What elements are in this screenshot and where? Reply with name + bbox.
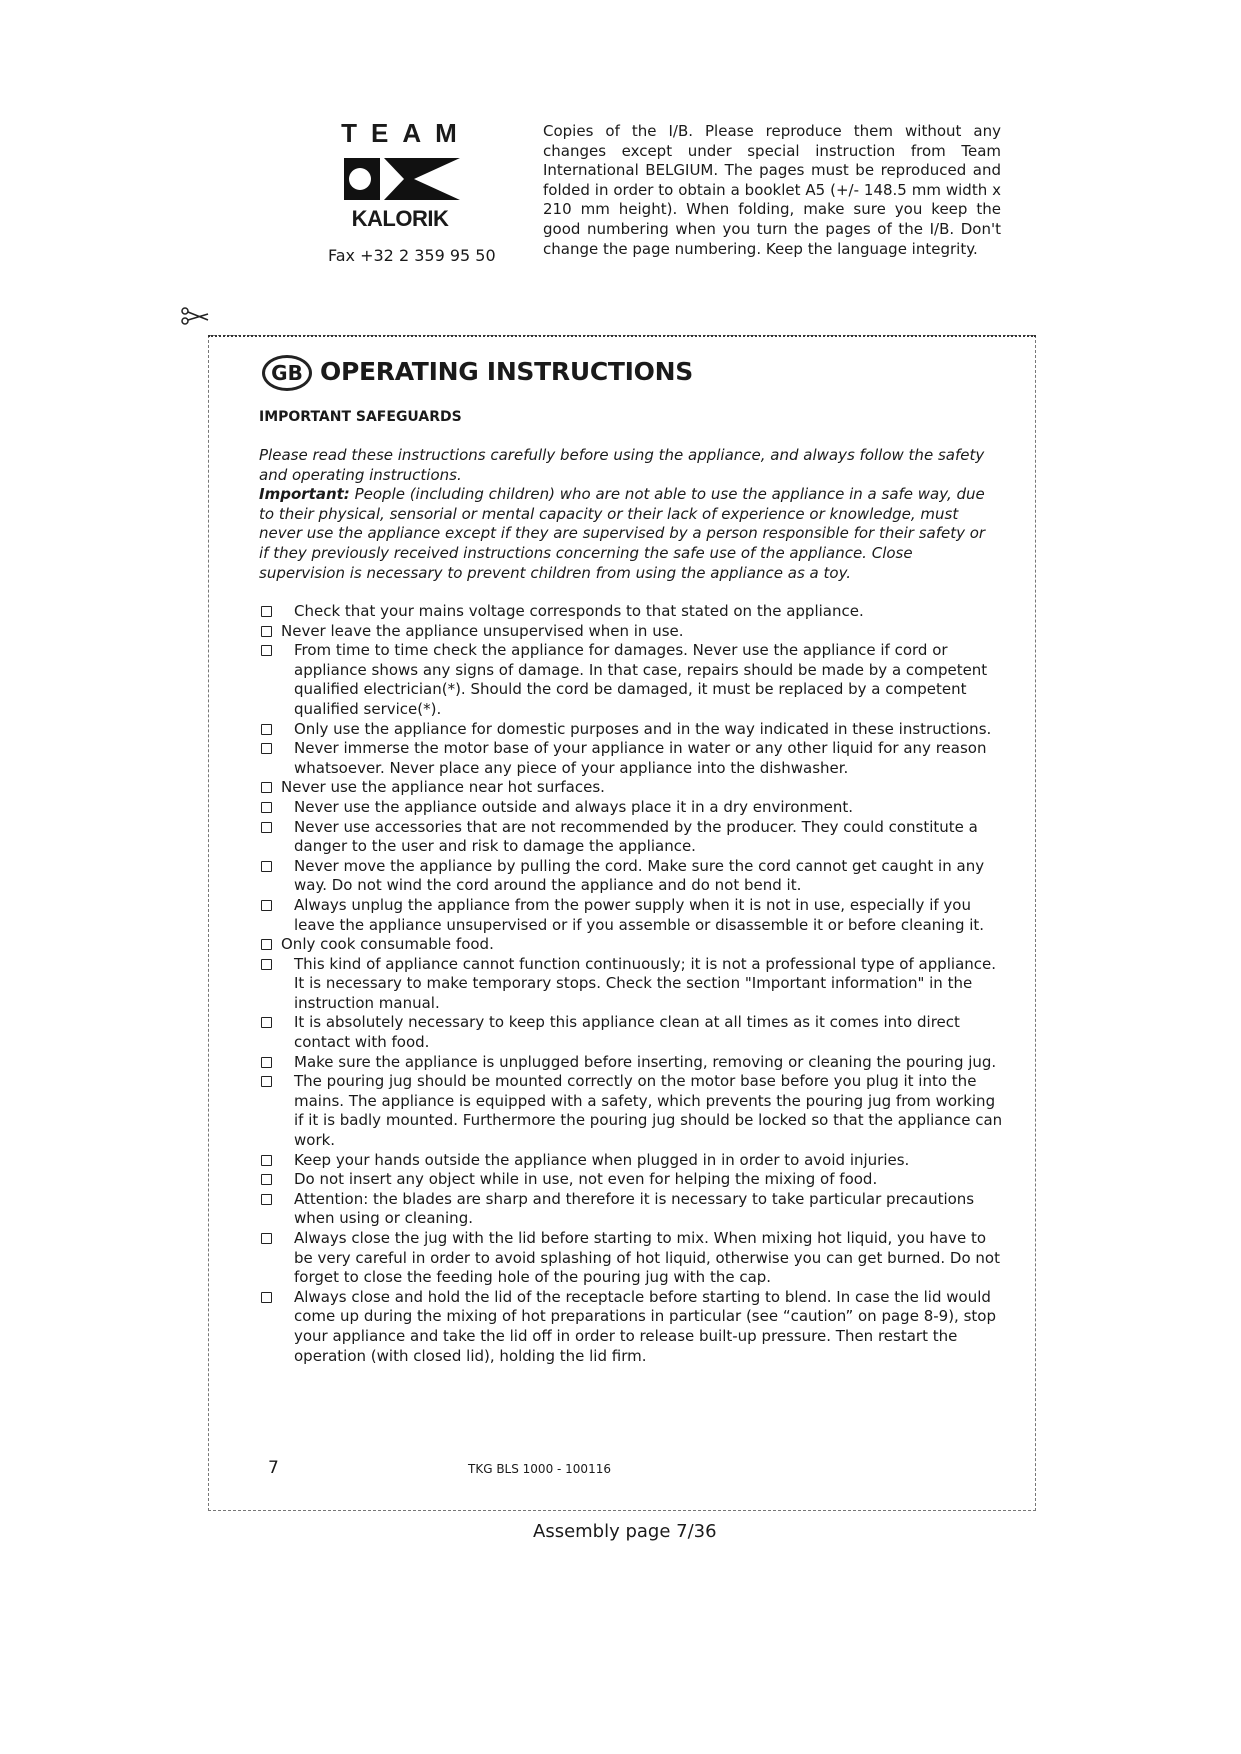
- checkbox-bullet-icon: [261, 900, 272, 911]
- list-item: Never move the appliance by pulling the cord. Make sure the cord cannot get caught in any way. Do not wind the cord around the appliance and do not bend it.: [259, 857, 1004, 896]
- checkbox-bullet-icon: [261, 782, 272, 793]
- document-code: TKG BLS 1000 - 100116: [468, 1462, 611, 1476]
- list-item: Never use the appliance near hot surfaces.: [259, 778, 1004, 798]
- list-item: It is absolutely necessary to keep this appliance clean at all times as it comes into direct contact with food.: [259, 1013, 1004, 1052]
- logo-brand-text: KALORIK: [351, 206, 449, 231]
- list-item: From time to time check the appliance for damages. Never use the appliance if cord or appliance shows any signs of damage. In that case, repairs should be made by a competent qualified electrician(*). Should the cord be damaged, it must be replaced by a competent qualified service(*).: [259, 641, 1004, 719]
- reproduction-note: Copies of the I/B. Please reproduce them without any changes except under special instruction from Team International BELGIUM. The pages must be reproduced and folded in order to obtain a booklet A5 (+/- 148.5 mm width x 210 mm height). When folding, make sure you keep the good numbering when you turn the pages of the I/B. Don't change the page numbering. Keep the language integrity.: [543, 122, 1001, 258]
- checkbox-bullet-icon: [261, 939, 272, 950]
- list-item: Make sure the appliance is unplugged before inserting, removing or cleaning the pouring jug.: [259, 1053, 1004, 1073]
- checkbox-bullet-icon: [261, 1233, 272, 1244]
- list-item: Attention: the blades are sharp and therefore it is necessary to take particular precautions when using or cleaning.: [259, 1190, 1004, 1229]
- checkbox-bullet-icon: [261, 724, 272, 735]
- list-item: Only use the appliance for domestic purposes and in the way indicated in these instructions.: [259, 720, 1004, 740]
- checkbox-bullet-icon: [261, 1292, 272, 1303]
- checkbox-bullet-icon: [261, 822, 272, 833]
- checkbox-bullet-icon: [261, 1057, 272, 1068]
- checkbox-bullet-icon: [261, 1174, 272, 1185]
- kalorik-k-icon: [338, 154, 462, 204]
- list-item: Keep your hands outside the appliance when plugged in in order to avoid injuries.: [259, 1151, 1004, 1171]
- safeguards-list: [259, 602, 1004, 1366]
- list-item: Never immerse the motor base of your appliance in water or any other liquid for any reason whatsoever. Never place any piece of your appliance into the dishwasher.: [259, 739, 1004, 778]
- list-item: Do not insert any object while in use, not even for helping the mixing of food.: [259, 1170, 1004, 1190]
- list-item: Always unplug the appliance from the power supply when it is not in use, especially if you leave the appliance unsupervised or if you assemble or disassemble it or before cleaning it.: [259, 896, 1004, 935]
- list-item: Check that your mains voltage corresponds to that stated on the appliance.: [259, 602, 1004, 622]
- intro-paragraph: [259, 446, 999, 583]
- checkbox-bullet-icon: [261, 959, 272, 970]
- list-item: Always close and hold the lid of the receptacle before starting to blend. In case the lid would come up during the mixing of hot preparations in particular (see “caution” on page 8-9), stop your appliance and take the lid off in order to release built-up pressure. Then restart the operation (with closed lid), holding the lid firm.: [259, 1288, 1004, 1366]
- logo-team-text: TEAM: [341, 118, 471, 148]
- list-item: Never use accessories that are not recommended by the producer. They could constitute a danger to the user and risk to damage the appliance.: [259, 818, 1004, 857]
- list-item: This kind of appliance cannot function continuously; it is not a professional type of appliance. It is necessary to make temporary stops. Check the section "Important information" in the instruction manual.: [259, 955, 1004, 1014]
- language-badge: GB: [262, 355, 312, 391]
- section-subtitle: IMPORTANT SAFEGUARDS: [259, 409, 462, 425]
- title-text: OPERATING INSTRUCTIONS: [320, 357, 693, 386]
- important-text: People (including children) who are not able to use the appliance in a safe way, due to their physical, sensorial or mental capacity or their lack of experience or knowledge, must never use the appliance except if they are supervised by a person responsible for their safety or if they previously received instructions concerning the safe use of the appliance. Close supervision is necessary to prevent children from using the appliance as a toy.: [259, 485, 986, 582]
- fax-number: Fax +32 2 359 95 50: [328, 246, 496, 265]
- assembly-page-label: Assembly page 7/36: [533, 1521, 717, 1542]
- checkbox-bullet-icon: [261, 645, 272, 656]
- list-item: Always close the jug with the lid before starting to mix. When mixing hot liquid, you have to be very careful in order to avoid splashing of hot liquid, otherwise you can get burned. Do not forget to close the feeding hole of the pouring jug with the cap.: [259, 1229, 1004, 1288]
- list-item: Only cook consumable food.: [259, 935, 1004, 955]
- list-item: Never use the appliance outside and always place it in a dry environment.: [259, 798, 1004, 818]
- checkbox-bullet-icon: [261, 802, 272, 813]
- checkbox-bullet-icon: [261, 1194, 272, 1205]
- checkbox-bullet-icon: [261, 743, 272, 754]
- list-item: The pouring jug should be mounted correctly on the motor base before you plug it into the mains. The appliance is equipped with a safety, which prevents the pouring jug from working if it is badly mounted. Furthermore the pouring jug should be locked so that the appliance can work.: [259, 1072, 1004, 1150]
- checkbox-bullet-icon: [261, 861, 272, 872]
- important-label: Important:: [259, 485, 350, 504]
- list-item: Never leave the appliance unsupervised when in use.: [259, 622, 1004, 642]
- checkbox-bullet-icon: [261, 1017, 272, 1028]
- intro-text: Please read these instructions carefully before using the appliance, and always follow the safety and operating instructions.: [259, 446, 985, 484]
- scissors-icon: [180, 306, 210, 328]
- checkbox-bullet-icon: [261, 606, 272, 617]
- checkbox-bullet-icon: [261, 1076, 272, 1087]
- cut-line: [208, 335, 1036, 337]
- page-number: 7: [268, 1458, 279, 1478]
- kalorik-logo: [330, 118, 470, 236]
- checkbox-bullet-icon: [261, 626, 272, 637]
- checkbox-bullet-icon: [261, 1155, 272, 1166]
